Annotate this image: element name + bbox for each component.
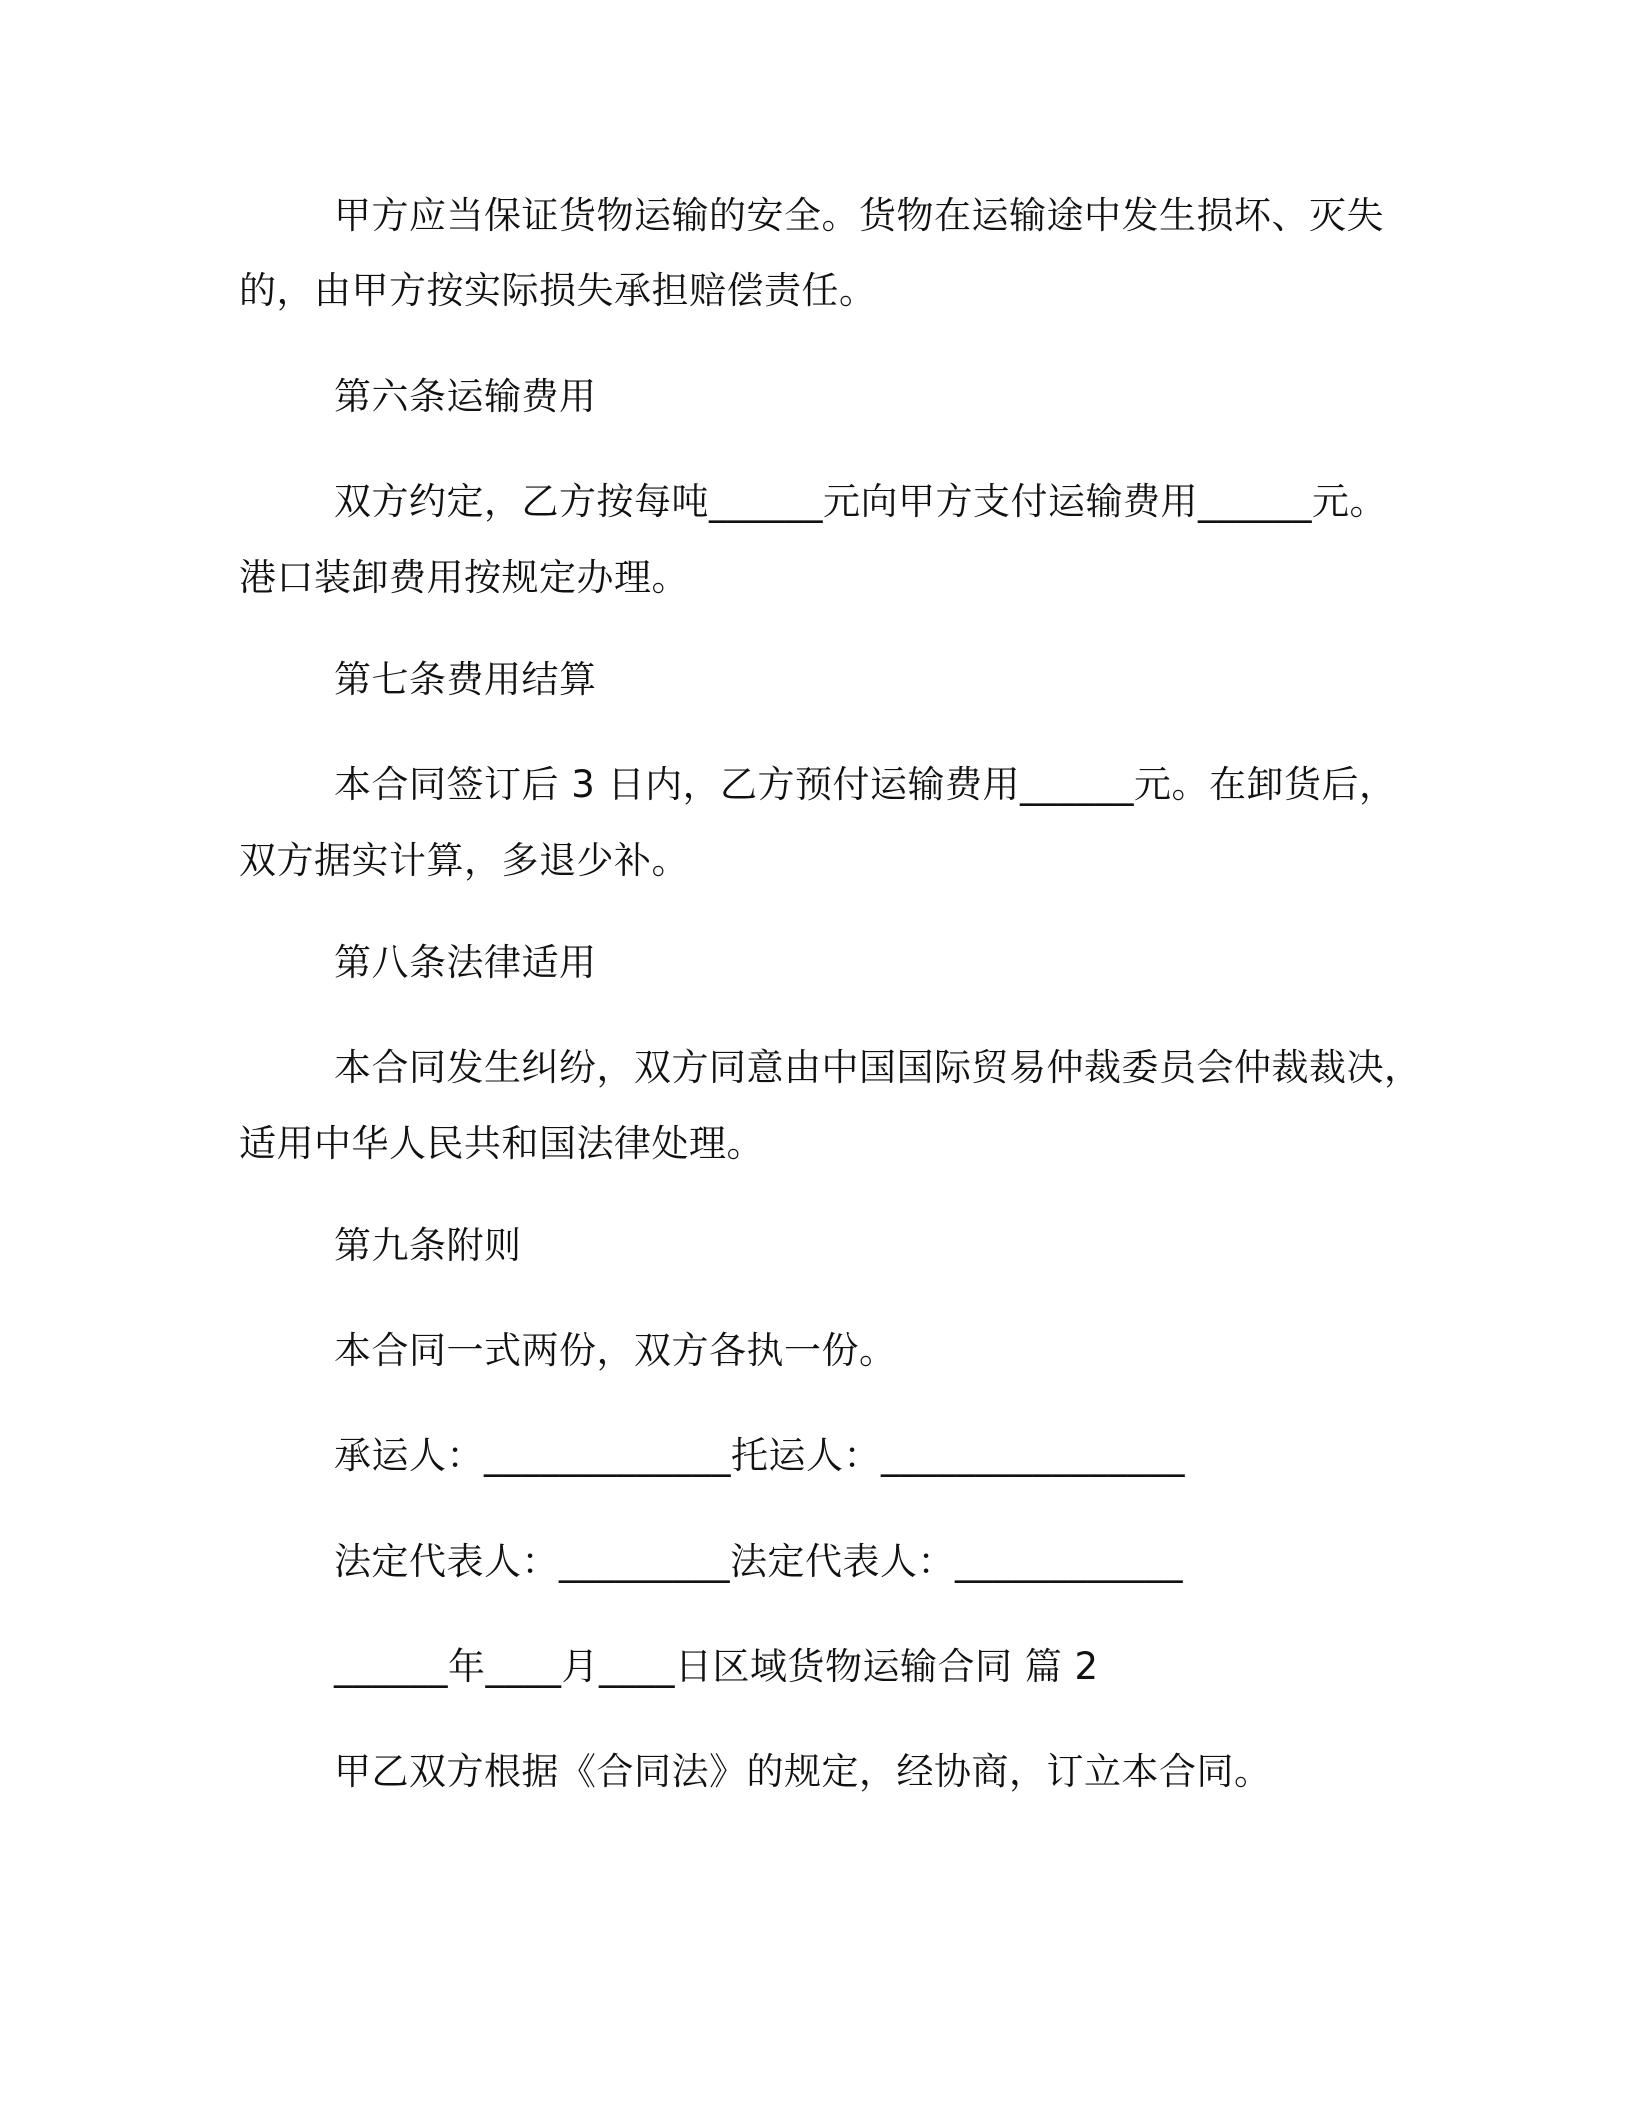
article-7-heading: 第七条费用结算	[334, 658, 597, 701]
date-and-contract-title: ______年____月____日区域货物运输合同 篇 2	[334, 1645, 1099, 1688]
paragraph-law-line-2: 适用中华人民共和国法律处理。	[239, 1122, 764, 1165]
signature-carrier-shipper: 承运人：_____________托运人：________________	[334, 1434, 1185, 1477]
paragraph-copies: 本合同一式两份，双方各执一份。	[334, 1329, 897, 1372]
signature-legal-representatives: 法定代表人：_________法定代表人：____________	[334, 1540, 1183, 1583]
paragraph-contract-intro: 甲乙双方根据《合同法》的规定，经协商，订立本合同。	[334, 1750, 1272, 1793]
paragraph-cargo-safety-line-2: 的，由甲方按实际损失承担赔偿责任。	[239, 269, 877, 312]
paragraph-law-line-1: 本合同发生纠纷，双方同意由中国国际贸易仲裁委员会仲裁裁决，	[334, 1046, 1422, 1089]
paragraph-cargo-safety-line-1: 甲方应当保证货物运输的安全。货物在运输途中发生损坏、灭失	[334, 194, 1384, 237]
paragraph-freight-fee-line-1: 双方约定，乙方按每吨______元向甲方支付运输费用______元。	[334, 480, 1387, 523]
article-6-heading: 第六条运输费用	[334, 375, 597, 418]
paragraph-settlement-line-2: 双方据实计算，多退少补。	[239, 839, 689, 882]
paragraph-settlement-line-1: 本合同签订后 3 日内，乙方预付运输费用______元。在卸货后，	[334, 763, 1397, 806]
article-8-heading: 第八条法律适用	[334, 941, 597, 984]
paragraph-freight-fee-line-2: 港口装卸费用按规定办理。	[239, 556, 689, 599]
article-9-heading: 第九条附则	[334, 1224, 522, 1267]
